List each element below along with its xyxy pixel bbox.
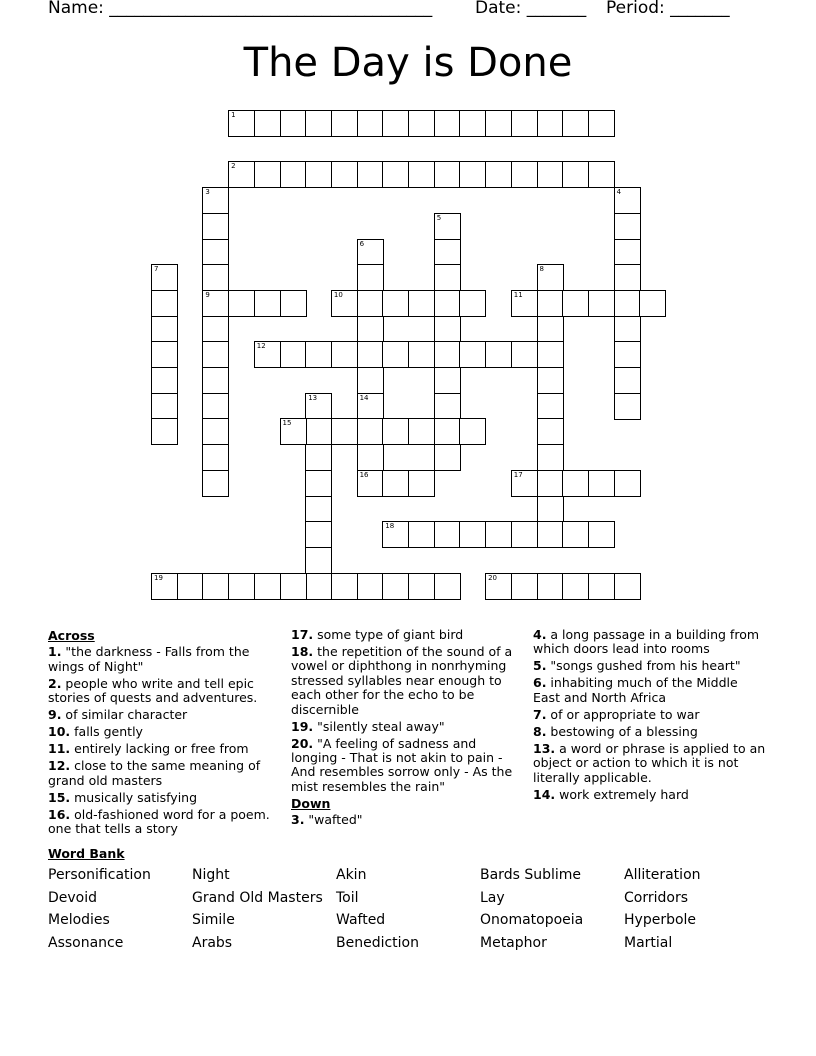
word-bank-item: Bards Sublime (480, 867, 582, 883)
crossword-cell[interactable] (434, 264, 461, 291)
crossword-cell[interactable] (254, 161, 281, 188)
clue-text: bestowing of a blessing (546, 723, 698, 739)
clue-item (533, 659, 768, 673)
clue-text: work extremely hard (555, 786, 689, 802)
crossword-cell[interactable] (434, 393, 461, 420)
crossword-cell[interactable] (202, 418, 229, 445)
clue-number: 11. (48, 741, 71, 757)
clue-item (48, 759, 283, 788)
clue-number-label: 6 (359, 239, 365, 248)
word-bank-item: Martial (624, 934, 673, 951)
crossword-cell[interactable] (305, 547, 332, 574)
clue-item (291, 813, 526, 827)
period-field[interactable]: Period: _______ (606, 0, 730, 18)
crossword-cell[interactable] (511, 161, 538, 188)
clue-number-label: 19 (154, 573, 163, 582)
crossword-cell[interactable] (305, 418, 332, 445)
clue-text: some type of giant bird (313, 627, 464, 642)
crossword-cell[interactable] (459, 110, 486, 137)
crossword-cell[interactable] (459, 521, 486, 548)
crossword-cell[interactable] (254, 573, 281, 600)
clue-number-label: 9 (205, 290, 210, 299)
across-clues-list-1 (48, 645, 283, 836)
crossword-cell[interactable] (408, 290, 435, 317)
word-bank-item: Toil (336, 889, 359, 906)
crossword-cell[interactable] (202, 573, 229, 600)
clue-text: a word or phrase is applied to an object or action to which it is not literally applicable. (533, 740, 766, 785)
clue-item (48, 791, 283, 805)
clue-item (48, 708, 283, 722)
clue-number-label: 17 (513, 470, 523, 479)
crossword-cell[interactable] (537, 496, 564, 523)
word-bank-item: Melodies (48, 912, 110, 928)
clue-text: close to the same meaning of grand old masters (48, 758, 261, 788)
crossword-cell[interactable] (408, 341, 435, 368)
clue-number-label: 15 (282, 419, 292, 428)
word-bank-item: Benediction (336, 934, 419, 951)
crossword-cell[interactable] (537, 341, 564, 368)
crossword-cell[interactable] (177, 573, 204, 600)
crossword-cell[interactable] (331, 290, 358, 317)
crossword-cell[interactable] (614, 239, 641, 266)
crossword-cell[interactable] (537, 290, 564, 317)
crossword-cell[interactable] (614, 316, 641, 343)
clue-text: old-fashioned word for a poem. one that tells a story (48, 806, 270, 837)
crossword-cell[interactable] (280, 341, 307, 368)
crossword-cell[interactable] (305, 161, 332, 188)
clue-number: 4. (533, 627, 547, 642)
crossword-cell[interactable] (202, 239, 229, 266)
crossword-cell[interactable] (357, 239, 384, 266)
clue-item (48, 808, 283, 837)
clue-item (291, 720, 526, 734)
crossword-cell[interactable] (485, 110, 512, 137)
clue-text: "songs gushed from his heart" (546, 658, 741, 674)
crossword-cell[interactable] (202, 393, 229, 420)
clue-item (533, 628, 768, 657)
clue-item (48, 645, 283, 674)
crossword-cell[interactable] (511, 470, 538, 497)
word-bank-item: Lay (480, 889, 505, 906)
clue-number-label: 4 (616, 188, 622, 197)
clue-number-label: 5 (436, 213, 442, 222)
crossword-cell[interactable] (408, 110, 435, 137)
crossword-cell[interactable] (151, 290, 178, 317)
across-heading: Across (48, 628, 95, 643)
clues-column-2 (291, 628, 526, 830)
clue-number: 15. (48, 789, 71, 805)
word-bank-item: Devoid (48, 889, 98, 906)
clue-item (48, 742, 283, 756)
crossword-cell[interactable] (151, 573, 178, 600)
crossword-cell[interactable] (485, 521, 512, 548)
clue-number: 10. (48, 724, 71, 740)
crossword-cell[interactable] (537, 521, 564, 548)
clue-text: a long passage in a building from which doors lead into rooms (533, 627, 760, 657)
clue-item (533, 676, 768, 705)
clue-number: 2. (48, 675, 62, 691)
crossword-cell[interactable] (151, 341, 178, 368)
crossword-cell[interactable] (228, 161, 255, 188)
word-bank-heading: Word Bank (48, 846, 125, 861)
clue-number-label: 7 (154, 265, 159, 274)
crossword-cell[interactable] (382, 573, 409, 600)
crossword-cell[interactable] (614, 470, 641, 497)
clue-number: 5. (533, 658, 547, 674)
crossword-cell[interactable] (537, 264, 564, 291)
crossword-cell[interactable] (434, 573, 461, 600)
clue-text: people who write and tell epic stories of quests and adventures. (48, 675, 258, 706)
crossword-cell[interactable] (382, 110, 409, 137)
crossword-cell[interactable] (614, 573, 641, 600)
crossword-cell[interactable] (434, 110, 461, 137)
crossword-cell[interactable] (614, 213, 641, 240)
crossword-cell[interactable] (408, 161, 435, 188)
clue-item (48, 677, 283, 706)
crossword-cell[interactable] (408, 470, 435, 497)
crossword-cell[interactable] (254, 110, 281, 137)
clue-text: musically satisfying (70, 789, 198, 805)
crossword-cell[interactable] (305, 444, 332, 471)
crossword-cell[interactable] (588, 290, 615, 317)
clue-number: 9. (48, 707, 62, 723)
crossword-cell[interactable] (382, 470, 409, 497)
crossword-cell[interactable] (357, 367, 384, 394)
word-bank-item: Wafted (336, 912, 386, 928)
crossword-cell[interactable] (254, 341, 281, 368)
crossword-cell[interactable] (151, 418, 178, 445)
crossword-cell[interactable] (280, 161, 307, 188)
clue-number: 8. (533, 723, 547, 739)
clue-number-label: 20 (488, 573, 498, 582)
crossword-cell[interactable] (614, 341, 641, 368)
crossword-cell[interactable] (485, 161, 512, 188)
clue-number-label: 16 (359, 470, 369, 479)
clue-number: 14. (533, 786, 556, 802)
clue-item (48, 725, 283, 739)
crossword-cell[interactable] (434, 213, 461, 240)
clue-number: 16. (48, 806, 71, 822)
crossword-cell[interactable] (588, 161, 615, 188)
crossword-cell[interactable] (382, 341, 409, 368)
page-title: The Day is Done (243, 40, 573, 86)
word-bank-item: Personification (48, 867, 151, 883)
clue-item (291, 628, 526, 642)
crossword-cell[interactable] (614, 393, 641, 420)
crossword-cell[interactable] (537, 418, 564, 445)
clue-text: of or appropriate to war (546, 706, 700, 722)
crossword-cell[interactable] (151, 367, 178, 394)
crossword-cell[interactable] (511, 341, 538, 368)
crossword-cell[interactable] (537, 367, 564, 394)
crossword-cell[interactable] (537, 316, 564, 343)
crossword-cell[interactable] (562, 470, 589, 497)
crossword-cell[interactable] (614, 290, 641, 317)
crossword-cell[interactable] (562, 161, 589, 188)
word-bank-item: Simile (192, 912, 235, 928)
word-bank-item: Corridors (624, 889, 688, 906)
clue-text: "silently steal away" (313, 718, 445, 734)
clue-item (533, 788, 768, 802)
crossword-cell[interactable] (305, 393, 332, 420)
crossword-cell[interactable] (408, 418, 435, 445)
clue-number: 3. (291, 812, 305, 828)
crossword-cell[interactable] (202, 213, 229, 240)
crossword-cell[interactable] (537, 573, 564, 600)
crossword-cell[interactable] (562, 521, 589, 548)
clue-number: 6. (533, 675, 547, 691)
crossword-cell[interactable] (202, 444, 229, 471)
crossword-cell[interactable] (357, 341, 384, 368)
crossword-cell[interactable] (280, 290, 307, 317)
word-bank-item: Grand Old Masters (192, 889, 323, 906)
crossword-cell[interactable] (280, 573, 307, 600)
down-heading: Down (291, 795, 331, 811)
across-clues-list-2 (291, 628, 526, 794)
crossword-cell[interactable] (202, 470, 229, 497)
crossword-cell[interactable] (408, 573, 435, 600)
clue-text: "A feeling of sadness and longing - That is not akin to pain - And resembles sorrow only - As the mist resembles the rain" (291, 735, 513, 794)
crossword-cell[interactable] (228, 573, 255, 600)
crossword-cell[interactable] (202, 341, 229, 368)
crossword-cell[interactable] (511, 521, 538, 548)
crossword-cell[interactable] (357, 161, 384, 188)
crossword-cell[interactable] (357, 316, 384, 343)
clue-text: entirely lacking or free from (70, 741, 249, 757)
crossword-cell[interactable] (305, 573, 332, 600)
crossword-cell[interactable] (537, 470, 564, 497)
clue-item (533, 725, 768, 739)
crossword-cell[interactable] (485, 573, 512, 600)
crossword-cell[interactable] (305, 496, 332, 523)
crossword-cell[interactable] (537, 444, 564, 471)
crossword-cell[interactable] (382, 290, 409, 317)
crossword-cell[interactable] (202, 316, 229, 343)
word-bank (48, 866, 768, 952)
clue-number-label: 13 (308, 393, 318, 402)
crossword-cell[interactable] (151, 316, 178, 343)
crossword-cell[interactable] (434, 444, 461, 471)
clue-item (291, 737, 526, 795)
clue-text: the repetition of the sound of a vowel or diphthong in nonrhyming stressed syllables near enough to each other for the echo to be discernible (291, 644, 513, 717)
clue-item (533, 742, 768, 785)
crossword-cell[interactable] (382, 521, 409, 548)
crossword-cell[interactable] (434, 316, 461, 343)
crossword-cell[interactable] (537, 393, 564, 420)
word-bank-item: Night (192, 867, 230, 883)
crossword-cell[interactable] (408, 521, 435, 548)
down-clues-list-1 (291, 813, 526, 827)
crossword-cell[interactable] (434, 239, 461, 266)
crossword-cell[interactable] (305, 110, 332, 137)
crossword-cell[interactable] (280, 418, 307, 445)
crossword-cell[interactable] (588, 573, 615, 600)
crossword-cell[interactable] (614, 187, 641, 214)
clue-number: 7. (533, 706, 547, 722)
clue-number-label: 18 (385, 522, 395, 531)
crossword-cell[interactable] (434, 341, 461, 368)
crossword-cell[interactable] (382, 418, 409, 445)
crossword-cell[interactable] (331, 110, 358, 137)
crossword-cell[interactable] (357, 110, 384, 137)
crossword-cell[interactable] (459, 161, 486, 188)
crossword-cell[interactable] (228, 110, 255, 137)
crossword-cell[interactable] (357, 264, 384, 291)
crossword-cell[interactable] (331, 573, 358, 600)
crossword-cell[interactable] (511, 573, 538, 600)
crossword-cell[interactable] (202, 290, 229, 317)
crossword-cell[interactable] (254, 290, 281, 317)
crossword-cell[interactable] (588, 521, 615, 548)
crossword-cell[interactable] (305, 521, 332, 548)
word-bank-item: Metaphor (480, 934, 547, 951)
clues-column-1 (48, 628, 283, 839)
crossword-cell[interactable] (357, 444, 384, 471)
clue-number-label: 11 (513, 290, 523, 299)
word-bank-item: Assonance (48, 934, 124, 951)
down-clues-list-2 (533, 628, 768, 802)
crossword-cell[interactable] (614, 264, 641, 291)
crossword-cell[interactable] (511, 290, 538, 317)
crossword-cell[interactable] (434, 161, 461, 188)
crossword-cell[interactable] (485, 341, 512, 368)
clue-item (533, 708, 768, 722)
crossword-cell[interactable] (151, 264, 178, 291)
crossword-cell[interactable] (511, 110, 538, 137)
clue-number-label: 12 (256, 342, 266, 351)
crossword-cell[interactable] (537, 110, 564, 137)
clue-number: 12. (48, 758, 71, 774)
date-field[interactable]: Date: _______ (475, 0, 587, 18)
crossword-cell[interactable] (537, 161, 564, 188)
clue-number-label: 1 (231, 111, 236, 119)
clue-item (291, 645, 526, 717)
clue-number-label: 3 (205, 188, 210, 197)
crossword-cell[interactable] (562, 110, 589, 137)
crossword-cell[interactable] (331, 161, 358, 188)
crossword-cell[interactable] (382, 161, 409, 188)
crossword-cell[interactable] (434, 418, 461, 445)
crossword-cell[interactable] (434, 367, 461, 394)
word-bank-item: Akin (336, 867, 367, 883)
clue-text: falls gently (70, 724, 143, 740)
crossword-cell[interactable] (331, 341, 358, 368)
crossword-cell[interactable] (357, 290, 384, 317)
crossword-cell[interactable] (280, 110, 307, 137)
crossword-cell[interactable] (151, 393, 178, 420)
clues-column-3 (533, 628, 768, 805)
crossword-cell[interactable] (305, 470, 332, 497)
clue-number: 1. (48, 644, 62, 660)
crossword-cell[interactable] (459, 341, 486, 368)
crossword-cell[interactable] (614, 367, 641, 394)
word-bank-item: Alliteration (624, 867, 701, 883)
clue-number: 13. (533, 740, 556, 756)
crossword-cell[interactable] (202, 367, 229, 394)
crossword-cell[interactable] (434, 521, 461, 548)
crossword-cell[interactable] (588, 110, 615, 137)
clue-number: 17. (291, 627, 314, 642)
clue-number: 20. (291, 735, 314, 751)
name-field[interactable]: Name: ______________________________________ (48, 0, 433, 18)
crossword-cell[interactable] (228, 290, 255, 317)
clue-number-label: 2 (231, 162, 236, 171)
crossword-cell[interactable] (202, 264, 229, 291)
word-bank-item: Onomatopoeia (480, 912, 584, 928)
crossword-cell[interactable] (562, 573, 589, 600)
word-bank-item: Hyperbole (624, 912, 697, 928)
clue-text: of similar character (61, 707, 188, 723)
clue-number: 18. (291, 644, 314, 659)
crossword-cell[interactable] (588, 470, 615, 497)
crossword-cell[interactable] (305, 341, 332, 368)
crossword-cell[interactable] (357, 573, 384, 600)
clue-number-label: 8 (539, 265, 544, 274)
crossword-cell[interactable] (357, 393, 384, 420)
crossword-cell[interactable] (357, 470, 384, 497)
clue-text: inhabiting much of the Middle East and North Africa (533, 675, 738, 705)
clue-number-label: 14 (359, 393, 369, 402)
clue-number: 19. (291, 718, 314, 734)
crossword-cell[interactable] (357, 418, 384, 445)
crossword-cell[interactable] (639, 290, 666, 317)
clue-number-label: 10 (333, 290, 343, 299)
clue-text: "the darkness - Falls from the wings of Night" (48, 644, 250, 674)
crossword-cell[interactable] (562, 290, 589, 317)
word-bank-item: Arabs (192, 934, 233, 951)
crossword-cell[interactable] (434, 290, 461, 317)
crossword-cell[interactable] (459, 290, 486, 317)
crossword-cell[interactable] (331, 418, 358, 445)
crossword-cell[interactable] (202, 187, 229, 214)
crossword-cell[interactable] (459, 418, 486, 445)
clue-text: "wafted" (304, 812, 363, 828)
